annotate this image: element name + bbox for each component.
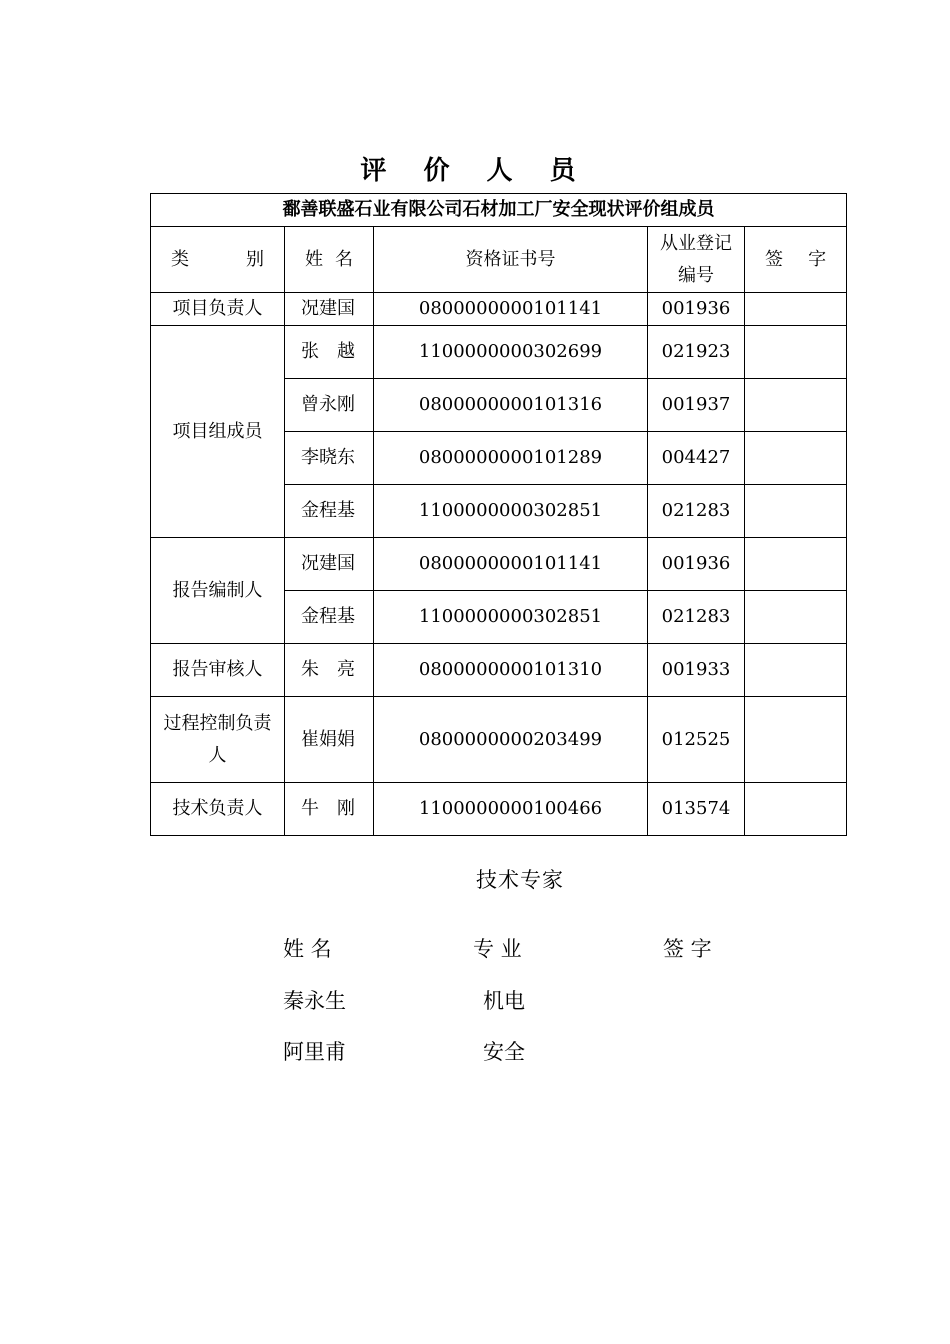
member-reg: 021923 [648,326,745,379]
member-reg: 021283 [648,485,745,538]
member-reg: 012525 [648,697,745,783]
signature-cell [745,485,847,538]
header-name-char-1: 姓 [305,248,323,270]
experts-header-name: 姓 名 [283,937,332,961]
member-name: 金程基 [285,485,374,538]
member-name: 况建国 [285,293,374,326]
signature-cell [745,432,847,485]
header-category-char-1: 类 [171,248,189,270]
page-title: 评 价 人 员 [360,156,590,186]
member-cert: 1100000000100466 [374,783,648,836]
member-name: 朱 亮 [285,644,374,697]
member-reg: 001936 [648,293,745,326]
table-caption-row [151,194,847,227]
table-row [151,783,847,836]
header-name-char-2: 名 [335,248,353,270]
category-cell: 报告审核人 [151,644,285,697]
signature-cell [745,697,847,783]
signature-cell [745,644,847,697]
table-caption: 鄱善联盛石业有限公司石材加工厂安全现状评价组成员 [151,194,847,227]
member-cert: 1100000000302699 [374,326,648,379]
member-reg: 001937 [648,379,745,432]
header-signature-char-2: 字 [808,248,827,270]
member-name: 李晓东 [285,432,374,485]
signature-cell [745,591,847,644]
expert-name: 秦永生 [283,989,346,1013]
header-signature [745,227,847,293]
category-cell: 项目负责人 [151,293,285,326]
signature-cell [745,538,847,591]
member-reg: 021283 [648,591,745,644]
member-name: 曾永刚 [285,379,374,432]
member-cert: 1100000000302851 [374,485,648,538]
header-name [285,227,374,293]
category-cell: 技术负责人 [151,783,285,836]
member-cert: 0800000000101141 [374,293,648,326]
member-reg: 013574 [648,783,745,836]
table-row [151,538,847,591]
category-cell: 项目组成员 [151,326,285,538]
table-row [151,293,847,326]
category-cell: 过程控制负责人 [151,697,285,783]
table-row [151,326,847,379]
member-cert: 1100000000302851 [374,591,648,644]
member-reg: 001933 [648,644,745,697]
experts-title: 技术专家 [476,868,564,892]
evaluation-team-table [150,193,847,836]
member-name: 张 越 [285,326,374,379]
table-row [151,697,847,783]
member-name: 金程基 [285,591,374,644]
header-category [151,227,285,293]
header-certificate: 资格证书号 [374,227,648,293]
member-reg: 004427 [648,432,745,485]
experts-header-specialty: 专 业 [473,937,522,961]
member-name: 况建国 [285,538,374,591]
member-cert: 0800000000101289 [374,432,648,485]
expert-row [0,1036,950,1066]
category-cell: 报告编制人 [151,538,285,644]
expert-row [0,985,950,1015]
header-signature-char-1: 签 [765,248,783,270]
signature-cell [745,379,847,432]
table-header-row [151,227,847,293]
experts-header-row [0,933,950,963]
member-cert: 0800000000101141 [374,538,648,591]
expert-name: 阿里甫 [283,1040,346,1064]
table-row [151,644,847,697]
expert-specialty: 安全 [483,1040,525,1064]
member-name: 牛 刚 [285,783,374,836]
member-cert: 0800000000101310 [374,644,648,697]
header-category-char-2: 别 [246,248,264,270]
member-name: 崔娟娟 [285,697,374,783]
member-cert: 0800000000203499 [374,697,648,783]
header-registration-line-2: 编号 [678,264,714,286]
header-registration-line-1: 从业登记 [660,232,732,254]
header-registration [648,227,745,293]
signature-cell [745,326,847,379]
member-cert: 0800000000101316 [374,379,648,432]
member-reg: 001936 [648,538,745,591]
signature-cell [745,783,847,836]
expert-specialty: 机电 [483,989,525,1013]
signature-cell [745,293,847,326]
experts-header-signature: 签 字 [663,937,712,961]
